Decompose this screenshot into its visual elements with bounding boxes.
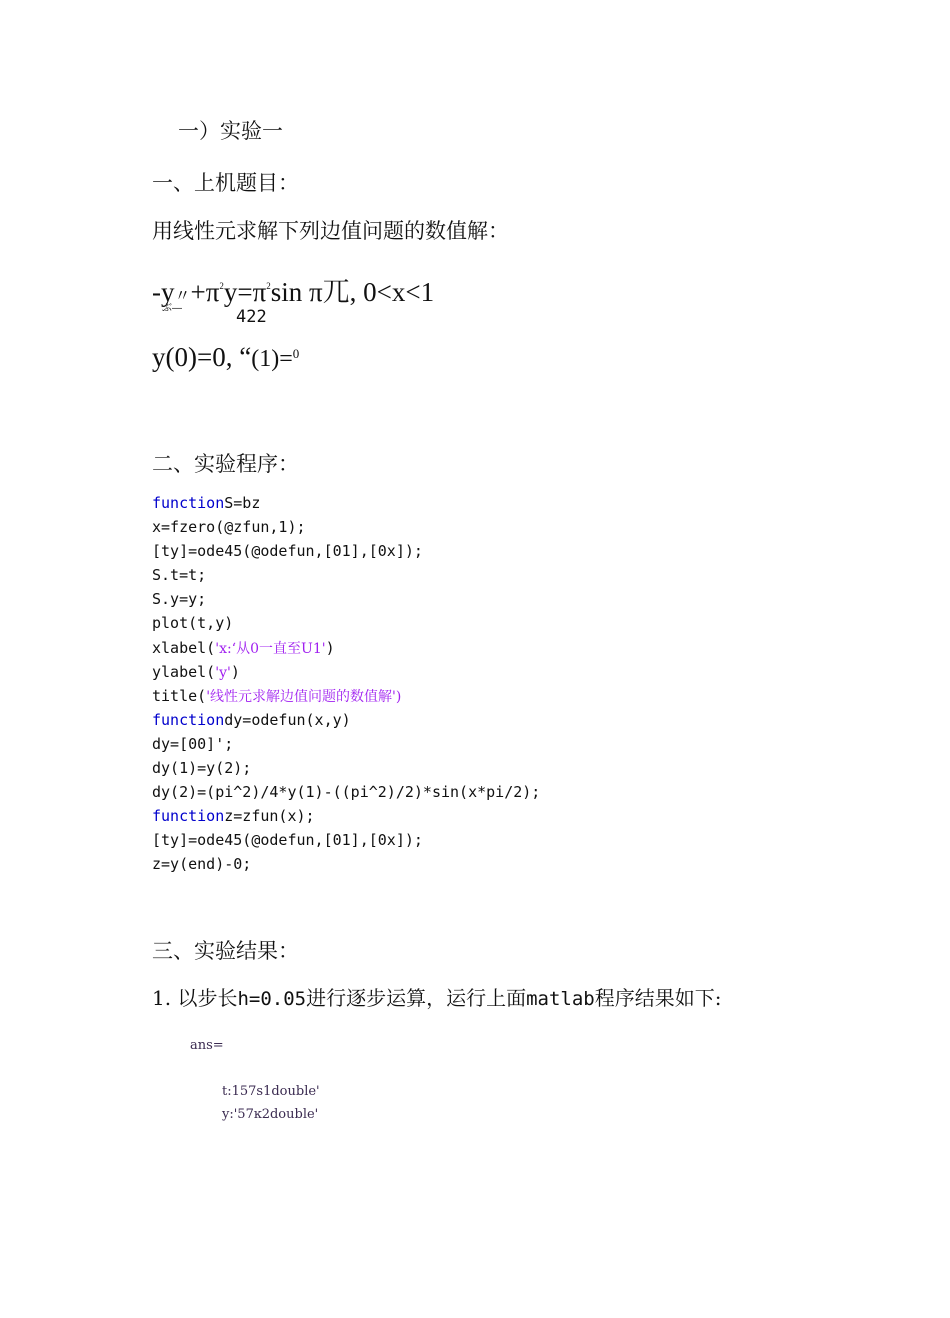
eq2-sup: 0 — [292, 346, 300, 361]
code-keyword: function — [152, 710, 225, 729]
code-text: xlabel( — [152, 638, 216, 657]
code-line — [152, 491, 540, 515]
result-matlab: matlab — [526, 988, 595, 1010]
code-text: S.t=t; — [152, 566, 207, 585]
code-string: '线性元求解边值问题的数值解') — [206, 688, 402, 705]
code-line — [152, 732, 540, 756]
eq2-main: y(0)=0, “ — [152, 342, 252, 372]
eq1-part3: y=π — [223, 277, 267, 307]
eq1-sup1: 2 — [219, 281, 224, 291]
code-text: dy(1)=y(2); — [152, 759, 252, 778]
result-step: h=0.05 — [237, 988, 307, 1010]
eq1-under-nums: 422 — [236, 307, 267, 327]
code-line — [152, 587, 540, 611]
section1-heading: 一、上机题目： — [152, 171, 299, 195]
code-line — [152, 539, 540, 563]
code-string: 'y' — [215, 664, 231, 681]
code-text: [ty]=ode45(@odefun,[01],[0x]); — [152, 542, 423, 561]
eq1-sup2: 2 — [266, 281, 271, 291]
code-text: S=bz — [224, 494, 261, 512]
result-c: 进行逐步运算，运行上面 — [306, 986, 527, 1010]
code-text: z=y(end)-0; — [152, 855, 252, 874]
equation-1 — [152, 270, 434, 309]
code-line — [152, 756, 540, 780]
code-keyword: function — [152, 807, 225, 826]
code-text: S.y=y; — [152, 590, 207, 609]
output-y: y:'57ĸ2double' — [222, 1107, 319, 1122]
code-line — [152, 563, 540, 587]
eq1-prime: 〃 — [174, 288, 191, 305]
code-line — [152, 852, 540, 876]
code-line — [152, 636, 540, 660]
eq1-lhs: -y — [152, 277, 175, 307]
code-line — [152, 828, 540, 852]
code-text: dy=[00]'; — [152, 734, 234, 753]
code-keyword: function — [152, 494, 225, 512]
code-text: [ty]=ode45(@odefun,[01],[0x]); — [152, 831, 423, 850]
code-text: ) — [230, 662, 240, 681]
code-line — [152, 708, 540, 732]
eq2-rest: (1)= — [251, 346, 293, 372]
code-block — [152, 491, 540, 877]
code-string: 'x:‘从0一直至U1' — [215, 640, 326, 657]
eq1-part4: sin π兀, 0<x<1 — [270, 277, 435, 307]
code-text: dy=odefun(x,y) — [224, 710, 351, 729]
code-text: z=zfun(x); — [224, 807, 315, 826]
eq1-part2: +π — [190, 277, 220, 307]
problem-intro: 用线性元求解下列边值问题的数值解： — [152, 219, 509, 243]
result-description — [152, 982, 721, 1011]
code-line — [152, 804, 540, 828]
code-text: dy(2)=(pi^2)/4*y(1)-((pi^2)/2)*sin(x*pi/2); — [152, 783, 541, 802]
code-line — [152, 515, 540, 539]
result-e: 程序结果如下: — [594, 986, 722, 1010]
output-ans: ans= — [190, 1038, 224, 1053]
page-title: 一）实验一 — [178, 119, 283, 143]
code-text: ) — [325, 638, 335, 657]
section2-heading: 二、实验程序： — [152, 452, 299, 476]
code-text: title( — [152, 686, 207, 705]
code-line — [152, 780, 540, 804]
eq1-under-y: ぶ― — [162, 303, 182, 314]
code-line — [152, 660, 540, 684]
code-line — [152, 611, 540, 635]
equation-2 — [152, 342, 299, 373]
code-line — [152, 684, 540, 708]
code-text: x=fzero(@zfun,1); — [152, 518, 306, 537]
section3-heading: 三、实验结果： — [152, 939, 299, 963]
result-a: 1. 以步长 — [152, 986, 238, 1010]
output-t: t:157s1double' — [222, 1084, 320, 1099]
code-text: plot(t,y) — [152, 614, 234, 633]
code-text: ylabel( — [152, 662, 216, 681]
